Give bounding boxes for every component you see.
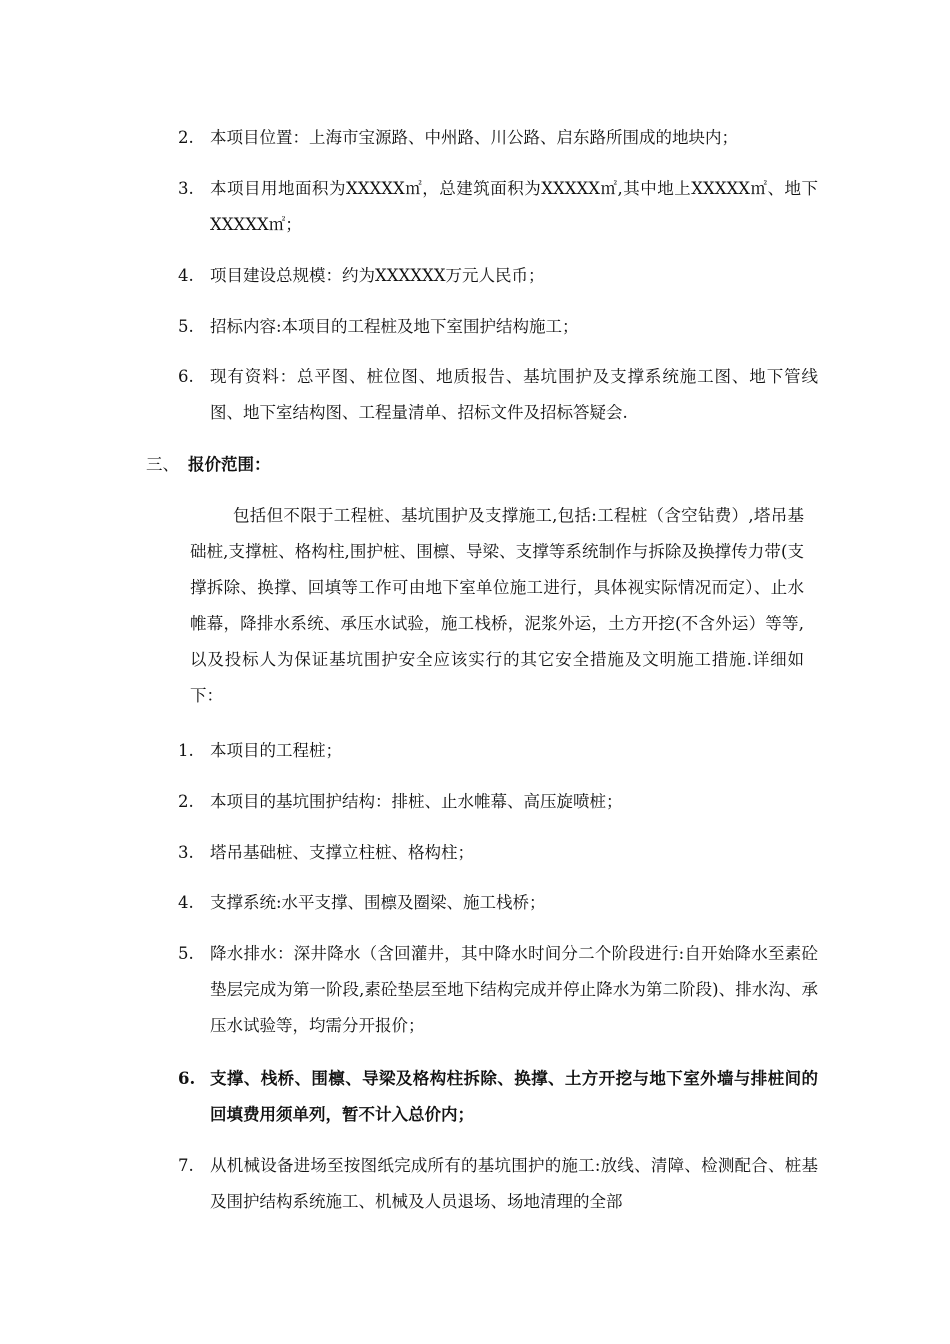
list-number: 7.	[178, 1156, 194, 1175]
list-item	[178, 309, 818, 345]
list-number: 4.	[178, 893, 194, 912]
section-paragraph: 包括但不限于工程桩、基坑围护及支撑施工,包括:工程桩（含空钻费）,塔吊基础桩,支撑桩、格构柱,围护桩、围檩、导梁、支撑等系统制作与拆除及换撑传力带(支撑拆除、换撑、回填等工作可由地下室单位施工进行，具体视实际情况而定）、止水帷幕，降排水系统、承压水试验，施工栈桥，泥浆外运，土方开挖(不含外运）等等,以及投标人为保证基坑围护安全应该实行的其它安全措施及文明施工措施.详细如下：	[190, 506, 804, 705]
list-number: 3.	[178, 843, 194, 862]
list-item-emphasized	[178, 1061, 818, 1133]
list-item	[178, 1148, 818, 1220]
list-text: 本项目的基坑围护结构：排桩、止水帷幕、高压旋喷桩；	[210, 792, 623, 811]
list-number: 5.	[178, 317, 194, 336]
list-item	[178, 171, 818, 243]
list-number: 2.	[178, 128, 194, 147]
list-number: 6.	[178, 1069, 196, 1088]
section-number: 三、	[146, 455, 179, 474]
list-item	[178, 359, 818, 431]
list-number: 5.	[178, 944, 194, 963]
list-text: 招标内容:本项目的工程桩及地下室围护结构施工；	[210, 317, 579, 336]
list-number: 4.	[178, 266, 194, 285]
list-number: 3.	[178, 179, 194, 198]
list-item	[178, 784, 818, 820]
section-heading	[146, 447, 271, 483]
list-text: 降水排水：深井降水（含回灌井，其中降水时间分二个阶段进行:自开始降水至素砼垫层完成为第一阶段,素砼垫层至地下结构完成并停止降水为第二阶段)、排水沟、承压水试验等，均需分开报价；	[210, 944, 818, 1035]
list-text: 从机械设备进场至按图纸完成所有的基坑围护的施工:放线、清障、检测配合、桩基及围护结构系统施工、机械及人员退场、场地清理的全部	[210, 1156, 818, 1211]
list-text: 项目建设总规模：约为XXXXXX万元人民币；	[210, 266, 545, 285]
list-text: 现有资料：总平图、桩位图、地质报告、基坑围护及支撑系统施工图、地下管线图、地下室结构图、工程量清单、招标文件及招标答疑会.	[210, 367, 818, 422]
list-text: 本项目位置：上海市宝源路、中州路、川公路、启东路所围成的地块内；	[210, 128, 738, 147]
list-item	[178, 733, 818, 769]
list-number: 6.	[178, 367, 194, 386]
list-text: 支撑系统:水平支撑、围檩及圈梁、施工栈桥；	[210, 893, 546, 912]
list-number: 1.	[178, 741, 194, 760]
list-text: 塔吊基础桩、支撑立柱桩、格构柱；	[210, 843, 474, 862]
list-text: 本项目用地面积为XXXXX㎡，总建筑面积为XXXXX㎡,其中地上XXXXX㎡、地下XXXXX㎡；	[210, 179, 818, 234]
list-item	[178, 885, 818, 921]
list-text: 本项目的工程桩；	[210, 741, 342, 760]
list-item	[178, 258, 818, 294]
list-item	[178, 835, 818, 871]
section-title: 报价范围：	[188, 455, 271, 474]
list-text: 支撑、栈桥、围檩、导梁及格构柱拆除、换撑、土方开挖与地下室外墙与排桩间的回填费用须单列，暂不计入总价内；	[210, 1069, 818, 1124]
list-number: 2.	[178, 792, 194, 811]
list-item	[178, 936, 818, 1044]
list-item	[178, 120, 818, 156]
